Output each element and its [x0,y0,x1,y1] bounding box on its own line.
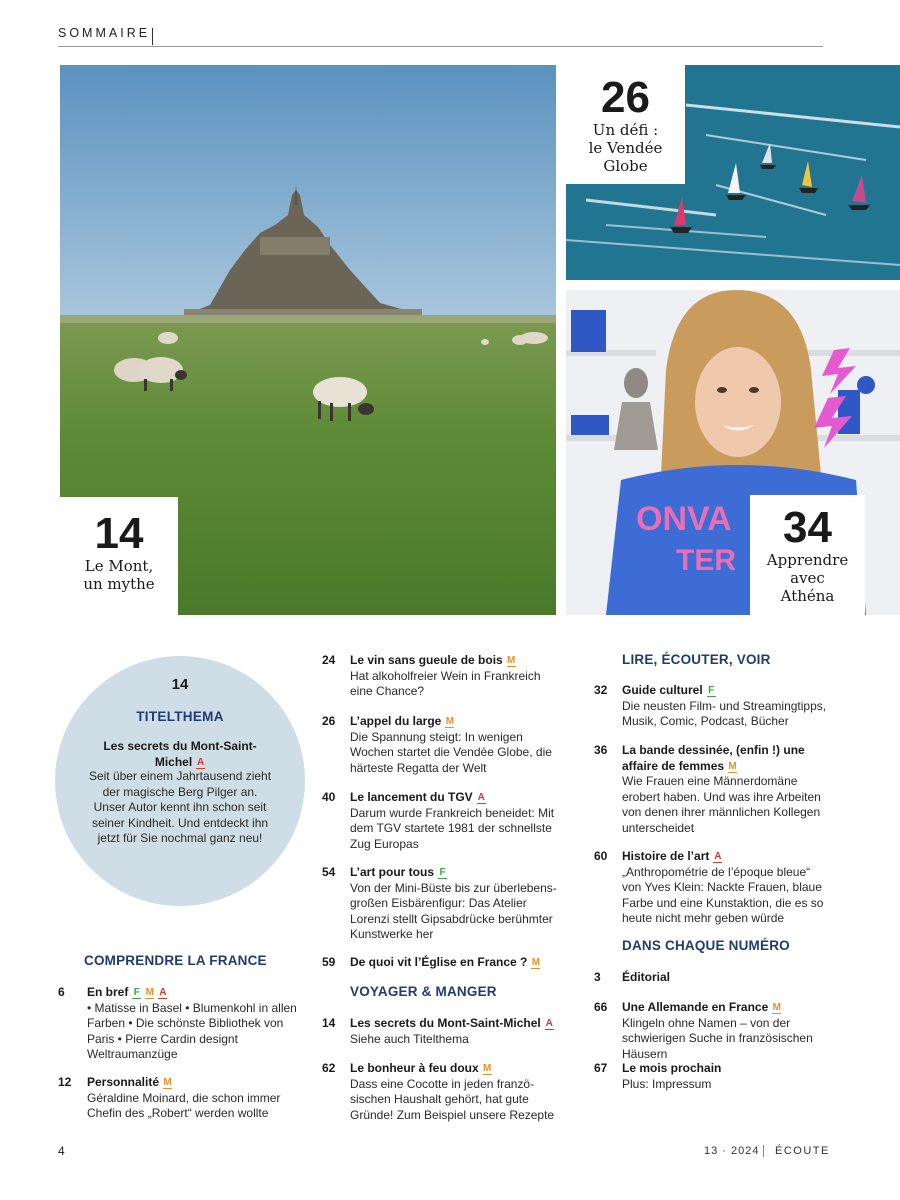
entry-description: Siehe auch Titelthema [350,1031,469,1046]
level-badge-icon: A [197,756,205,768]
level-badge-icon: M [163,1077,172,1088]
header-divider [152,28,153,45]
tag-number: 26 [601,73,650,122]
section-heading-chaque: DANS CHAQUE NUMÉRO [622,938,790,953]
level-badge-icon: F [133,987,140,998]
level-badge-icon: A [545,1018,553,1029]
level-badge-icon: F [439,867,446,878]
tag-caption: Un défi : [592,121,659,139]
entry-page: 12 [58,1075,72,1089]
entry-page: 40 [322,790,336,804]
tag-caption: Le Mont, [84,557,154,575]
entry-page: 60 [594,849,608,863]
issue-number: 13 · 2024 [704,1145,760,1157]
entry-page: 62 [322,1061,336,1075]
entry-description: Hat alkoholfreier Wein in Frankreich eine Chance? [350,668,541,698]
level-badge-icon: A [714,851,722,862]
entry-title: Le mois prochain [622,1061,722,1075]
level-badge-icon: M [445,716,455,727]
section-heading-comprendre: COMPRENDRE LA FRANCE [84,953,267,968]
entry-page: 26 [322,714,336,728]
cover-story-title [85,739,275,770]
cover-story-title-text: Les secrets du Mont-Saint-Michel [103,739,257,769]
level-badge-icon: F [708,685,715,696]
entry-page: 36 [594,743,608,757]
tag-number: 14 [94,509,144,558]
header-rule [58,46,823,47]
entry-page: 54 [322,865,336,879]
magazine-name: ÉCOUTE [775,1145,830,1157]
cover-story-circle[interactable] [55,656,305,906]
entry-page: 14 [322,1016,336,1030]
sweater-text: ONVA [636,500,732,538]
level-badge-icon: A [159,987,167,998]
tag-caption: avec [790,569,825,587]
cover-story-page: 14 [171,676,189,693]
entry-description: Géraldine Moinard, die schon immer Chefin des „Robert“ werden wollte [87,1090,281,1120]
entry-page: 24 [322,653,336,667]
level-badge-icon: M [728,760,737,772]
tag-caption: le Vendée [588,139,663,157]
photo-tag-athena [750,495,865,615]
page-number: 4 [58,1144,65,1158]
entry-title: Le vin sans gueule de bois [350,653,503,667]
entry-title: L’art pour tous [350,865,434,879]
entry-title: Personnalité [87,1075,160,1089]
entry-title: Éditorial [622,970,671,984]
entry-title: En bref [87,985,129,999]
entry-page: 66 [594,1000,608,1014]
entry-page: 67 [594,1061,608,1075]
tag-caption: Globe [603,157,648,175]
photo-tag-mont [60,497,178,615]
entry-description: Die neusten Film- und Streamingtipps, Musik, Comic, Podcast, Bücher [622,698,827,728]
section-heading-lire: LIRE, ÉCOUTER, VOIR [622,652,771,667]
cover-story-heading: TITELTHEMA [136,709,224,724]
level-badge-icon: M [145,987,155,998]
entry-description: Plus: Impressum [622,1076,712,1091]
entry-page: 59 [322,955,336,969]
level-badge-icon: A [477,792,485,803]
entry-title: Le bonheur à feu doux [350,1061,479,1075]
footer-divider [763,1145,764,1157]
cover-story-description: Seit über einem Jahrtausend zieht der magische Berg Pilger an. Unser Autor kennt ihn schon seit seiner Kindheit. Und entdeckt ihn jetzt für Sie nochmal ganz neu! [88,769,272,845]
level-badge-icon: M [483,1063,492,1074]
sweater-text: TER [676,544,736,577]
entry-description: Dass eine Cocotte in jeden französischen Haushalt gehört, hat gute Gründe! Zum Beispiel unsere Rezepte [350,1076,555,1122]
entry-title: Le lancement du TGV [350,790,473,804]
tag-caption: Apprendre [766,551,849,569]
section-heading-voyager: VOYAGER & MANGER [350,984,497,999]
tag-caption: Athéna [780,587,835,605]
level-badge-icon: M [772,1002,781,1013]
entry-description: • Matisse in Basel • Blumenkohl in allen Farben • Die schönste Bibliothek von Paris • Pierre Cardin designt Weltraumanzüge [87,1000,297,1061]
entry-title: La bande dessinée, (enfin !) une affaire de femmes [622,743,805,773]
entry-page: 6 [58,985,65,999]
entry-description: Klingeln ohne Namen – von der schwierigen Suche in französischen Häusern [622,1015,813,1061]
level-badge-icon: M [507,655,516,666]
entry-description: Die Spannung steigt: In wenigen Wochen startet die Vendée Globe, die härteste Regatta der Welt [350,729,552,775]
section-label: SOMMAIRE [58,26,151,40]
entry-title: Guide culturel [622,683,703,697]
level-badge-icon: M [531,957,541,968]
entry-page: 3 [594,970,601,984]
entry-title: Les secrets du Mont-Saint-Michel [350,1016,541,1030]
photo-tag-vendee [566,65,685,184]
entry-description: Von der Mini-Büste bis zur überlebensgroßen Eisbärenfigur: Das Atelier Lorenzi stellt Gipsabdrücke berühmter Kunstwerke her [350,880,557,941]
entry-description: Darum wurde Frankreich beneidet: Mit dem TGV startete 1981 der schnellste Zug Europas [350,805,555,851]
entry-title: Histoire de l’art [622,849,710,863]
entry-page: 32 [594,683,608,697]
entry-title: Une Allemande en France [622,1000,769,1014]
entry-title: L’appel du large [350,714,442,728]
entry-title: De quoi vit l’Église en France ? [350,955,528,969]
entry-description: Wie Frauen eine Männerdomäne erobert haben. Und was ihre Arbeiten von denen ihrer männlichen Kollegen unterscheidet [622,774,821,835]
tag-caption: un mythe [83,575,155,593]
tag-number: 34 [783,503,832,552]
entry-description: „Anthropométrie de l’époque bleue“ von Yves Klein: Nackte Frauen, blaue Farbe und eine Kunstaktion, die es so heute nicht mehr geben würde [622,864,824,925]
